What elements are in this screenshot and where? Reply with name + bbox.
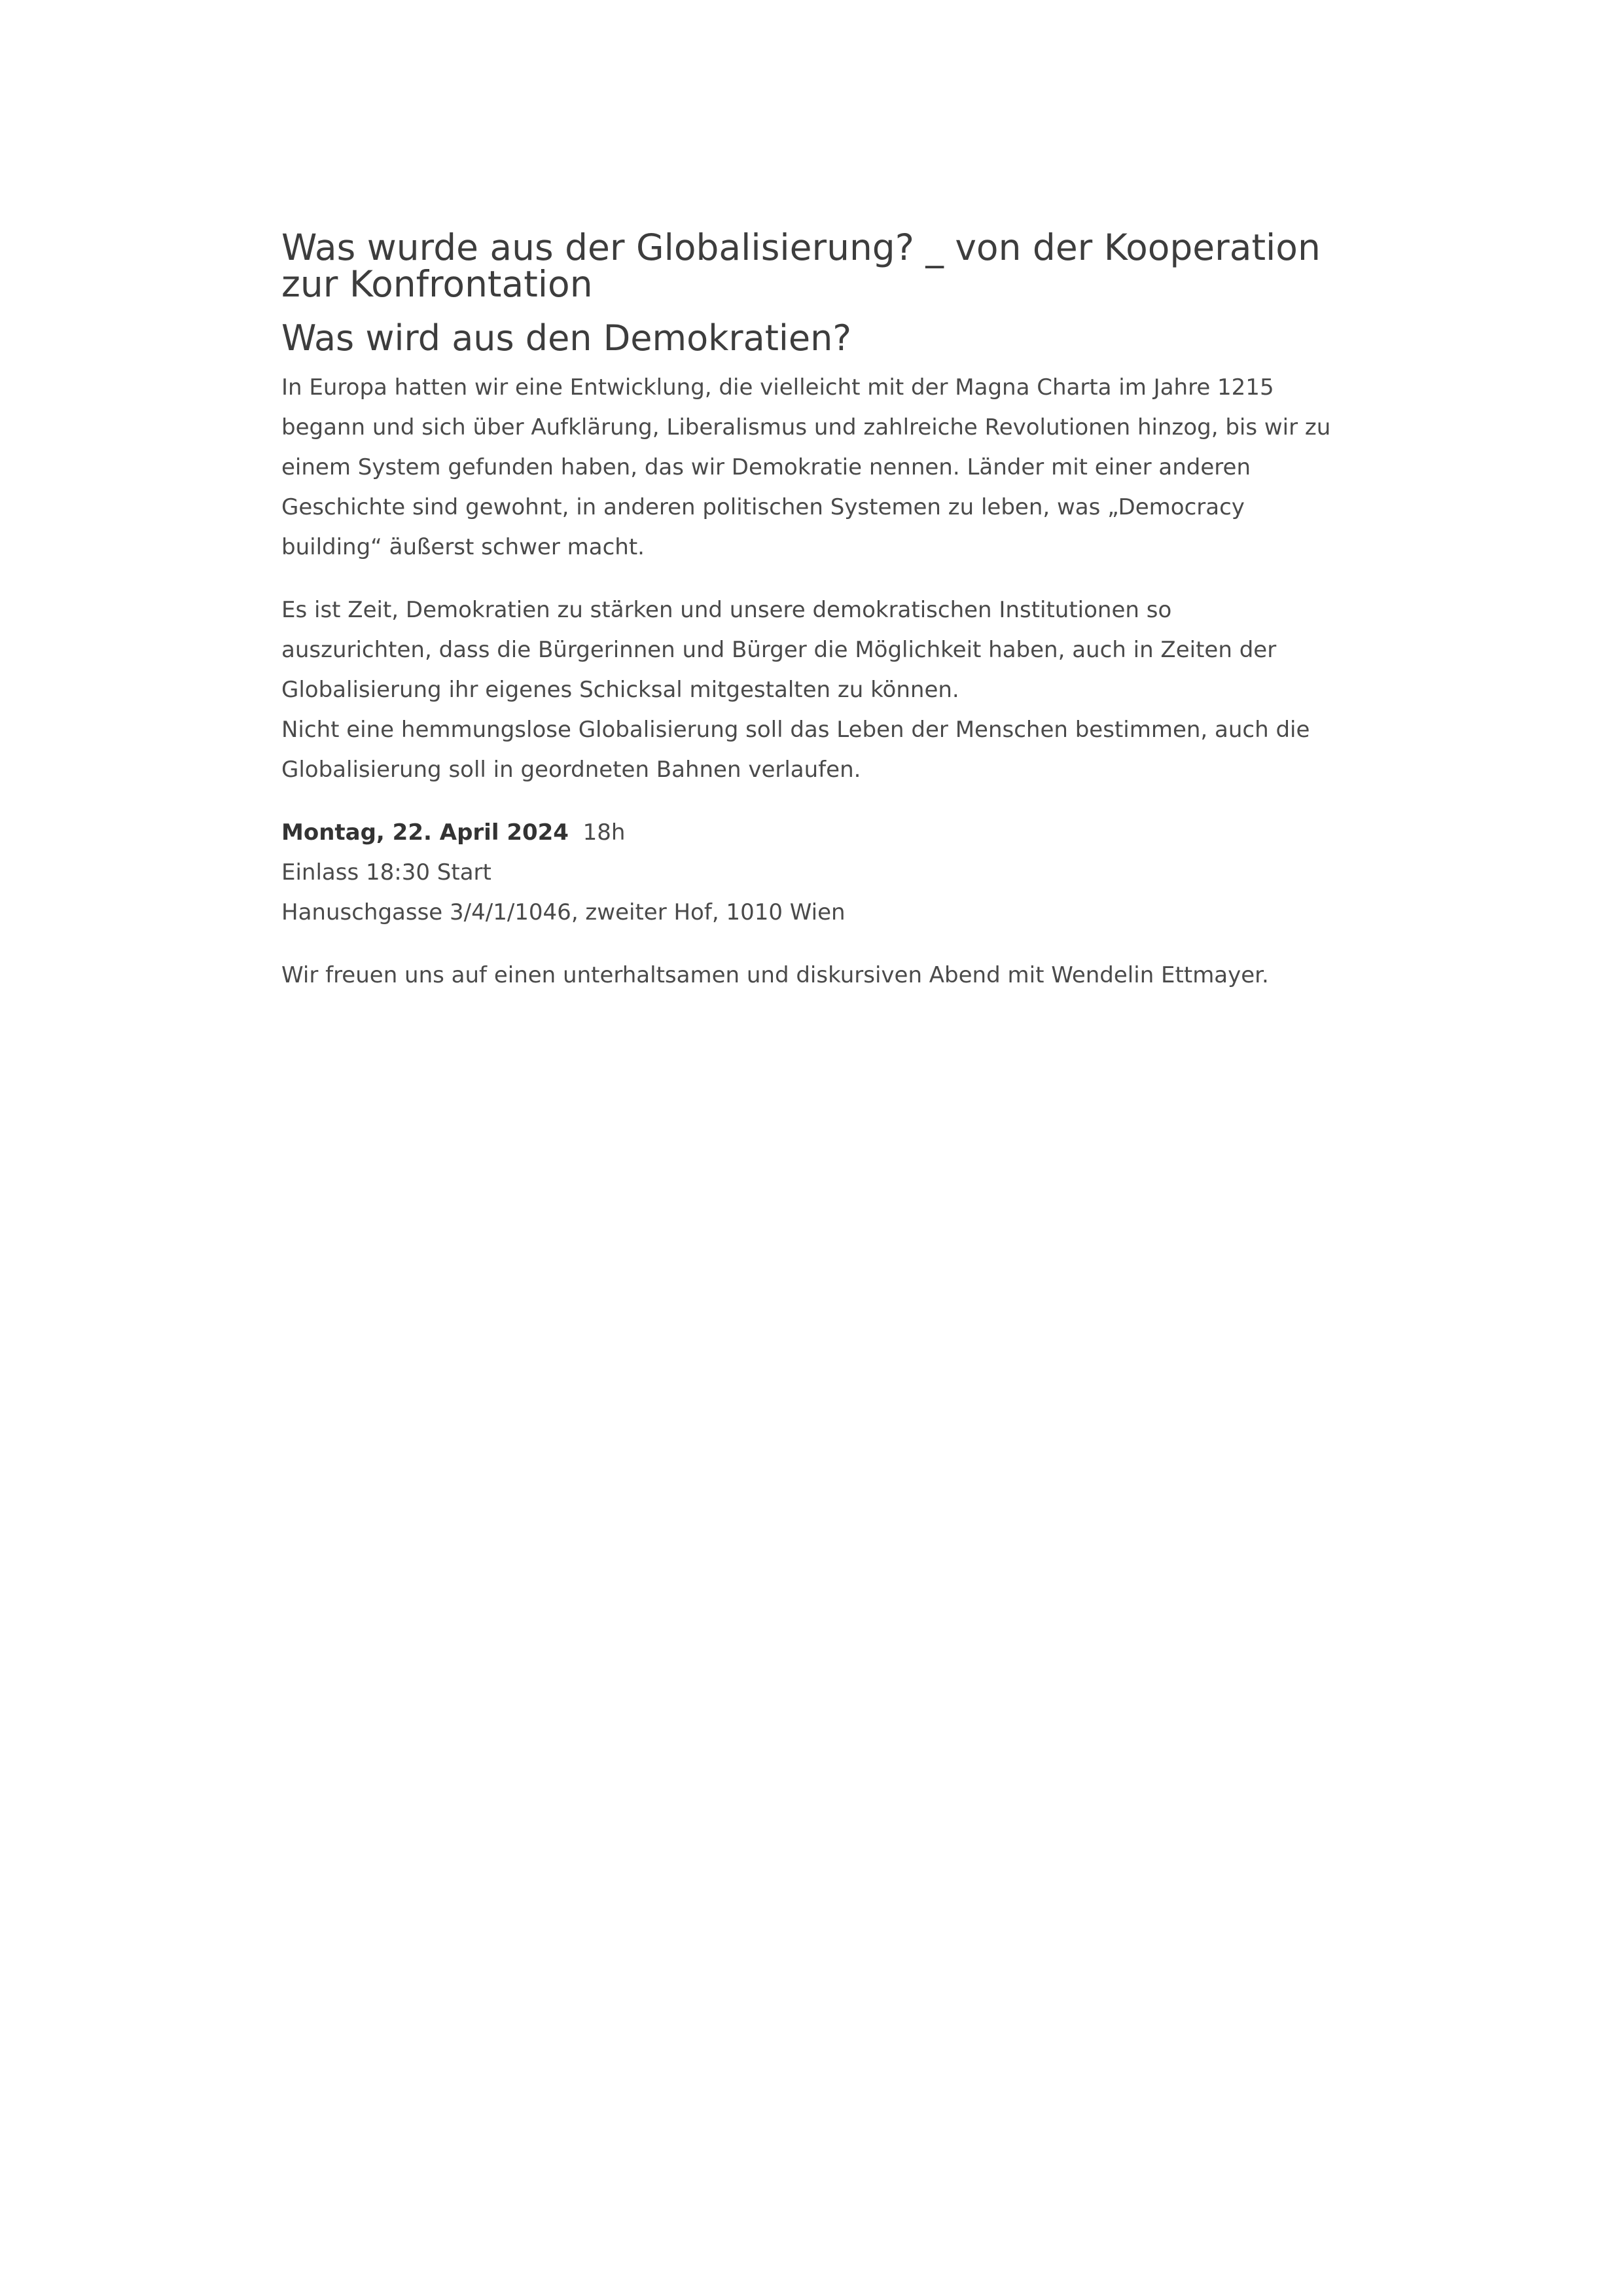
event-time: 18h — [582, 819, 626, 846]
event-details — [281, 813, 1342, 933]
closing-paragraph: Wir freuen uns auf einen unterhaltsamen und diskursiven Abend mit Wendelin Ettmayer. — [281, 962, 1269, 988]
event-address: Hanuschgasse 3/4/1/1046, zweiter Hof, 1010 Wien — [281, 899, 846, 925]
intro-paragraph: In Europa hatten wir eine Entwicklung, die vielleicht mit der Magna Charta im Jahre 1215 begann und sich über Aufklärung, Liberalismus und zahlreiche Revolutionen hinzog, bis wir zu einem System gefunden haben, das wir Demokratie nennen. Länder mit einer anderen Geschichte sind gewohnt, in anderen politischen Systemen zu leben, was „Democracy building“ äußerst schwer macht. — [281, 374, 1331, 560]
event-entry: Einlass 18:30 Start — [281, 859, 491, 886]
event-date: Montag, 22. April 2024 — [281, 819, 569, 846]
document-title: Was wurde aus der Globalisierung? _ von der Kooperation zur Konfrontation — [281, 226, 1321, 305]
document-page — [281, 226, 1342, 996]
democracy-paragraph: Es ist Zeit, Demokratien zu stärken und unsere demokratischen Institutionen so auszurichten, dass die Bürgerinnen und Bürger die Möglichkeit haben, auch in Zeiten der Globalisierung ihr eigenes Schicksal mitgestalten zu können. — [281, 597, 1277, 703]
event-date-line — [281, 813, 1342, 853]
document-subtitle: Was wird aus den Demokratien? — [281, 317, 851, 359]
globalization-paragraph: Nicht eine hemmungslose Globalisierung soll das Leben der Menschen bestimmen, auch die Globalisierung soll in geordneten Bahnen verlaufen. — [281, 717, 1310, 783]
